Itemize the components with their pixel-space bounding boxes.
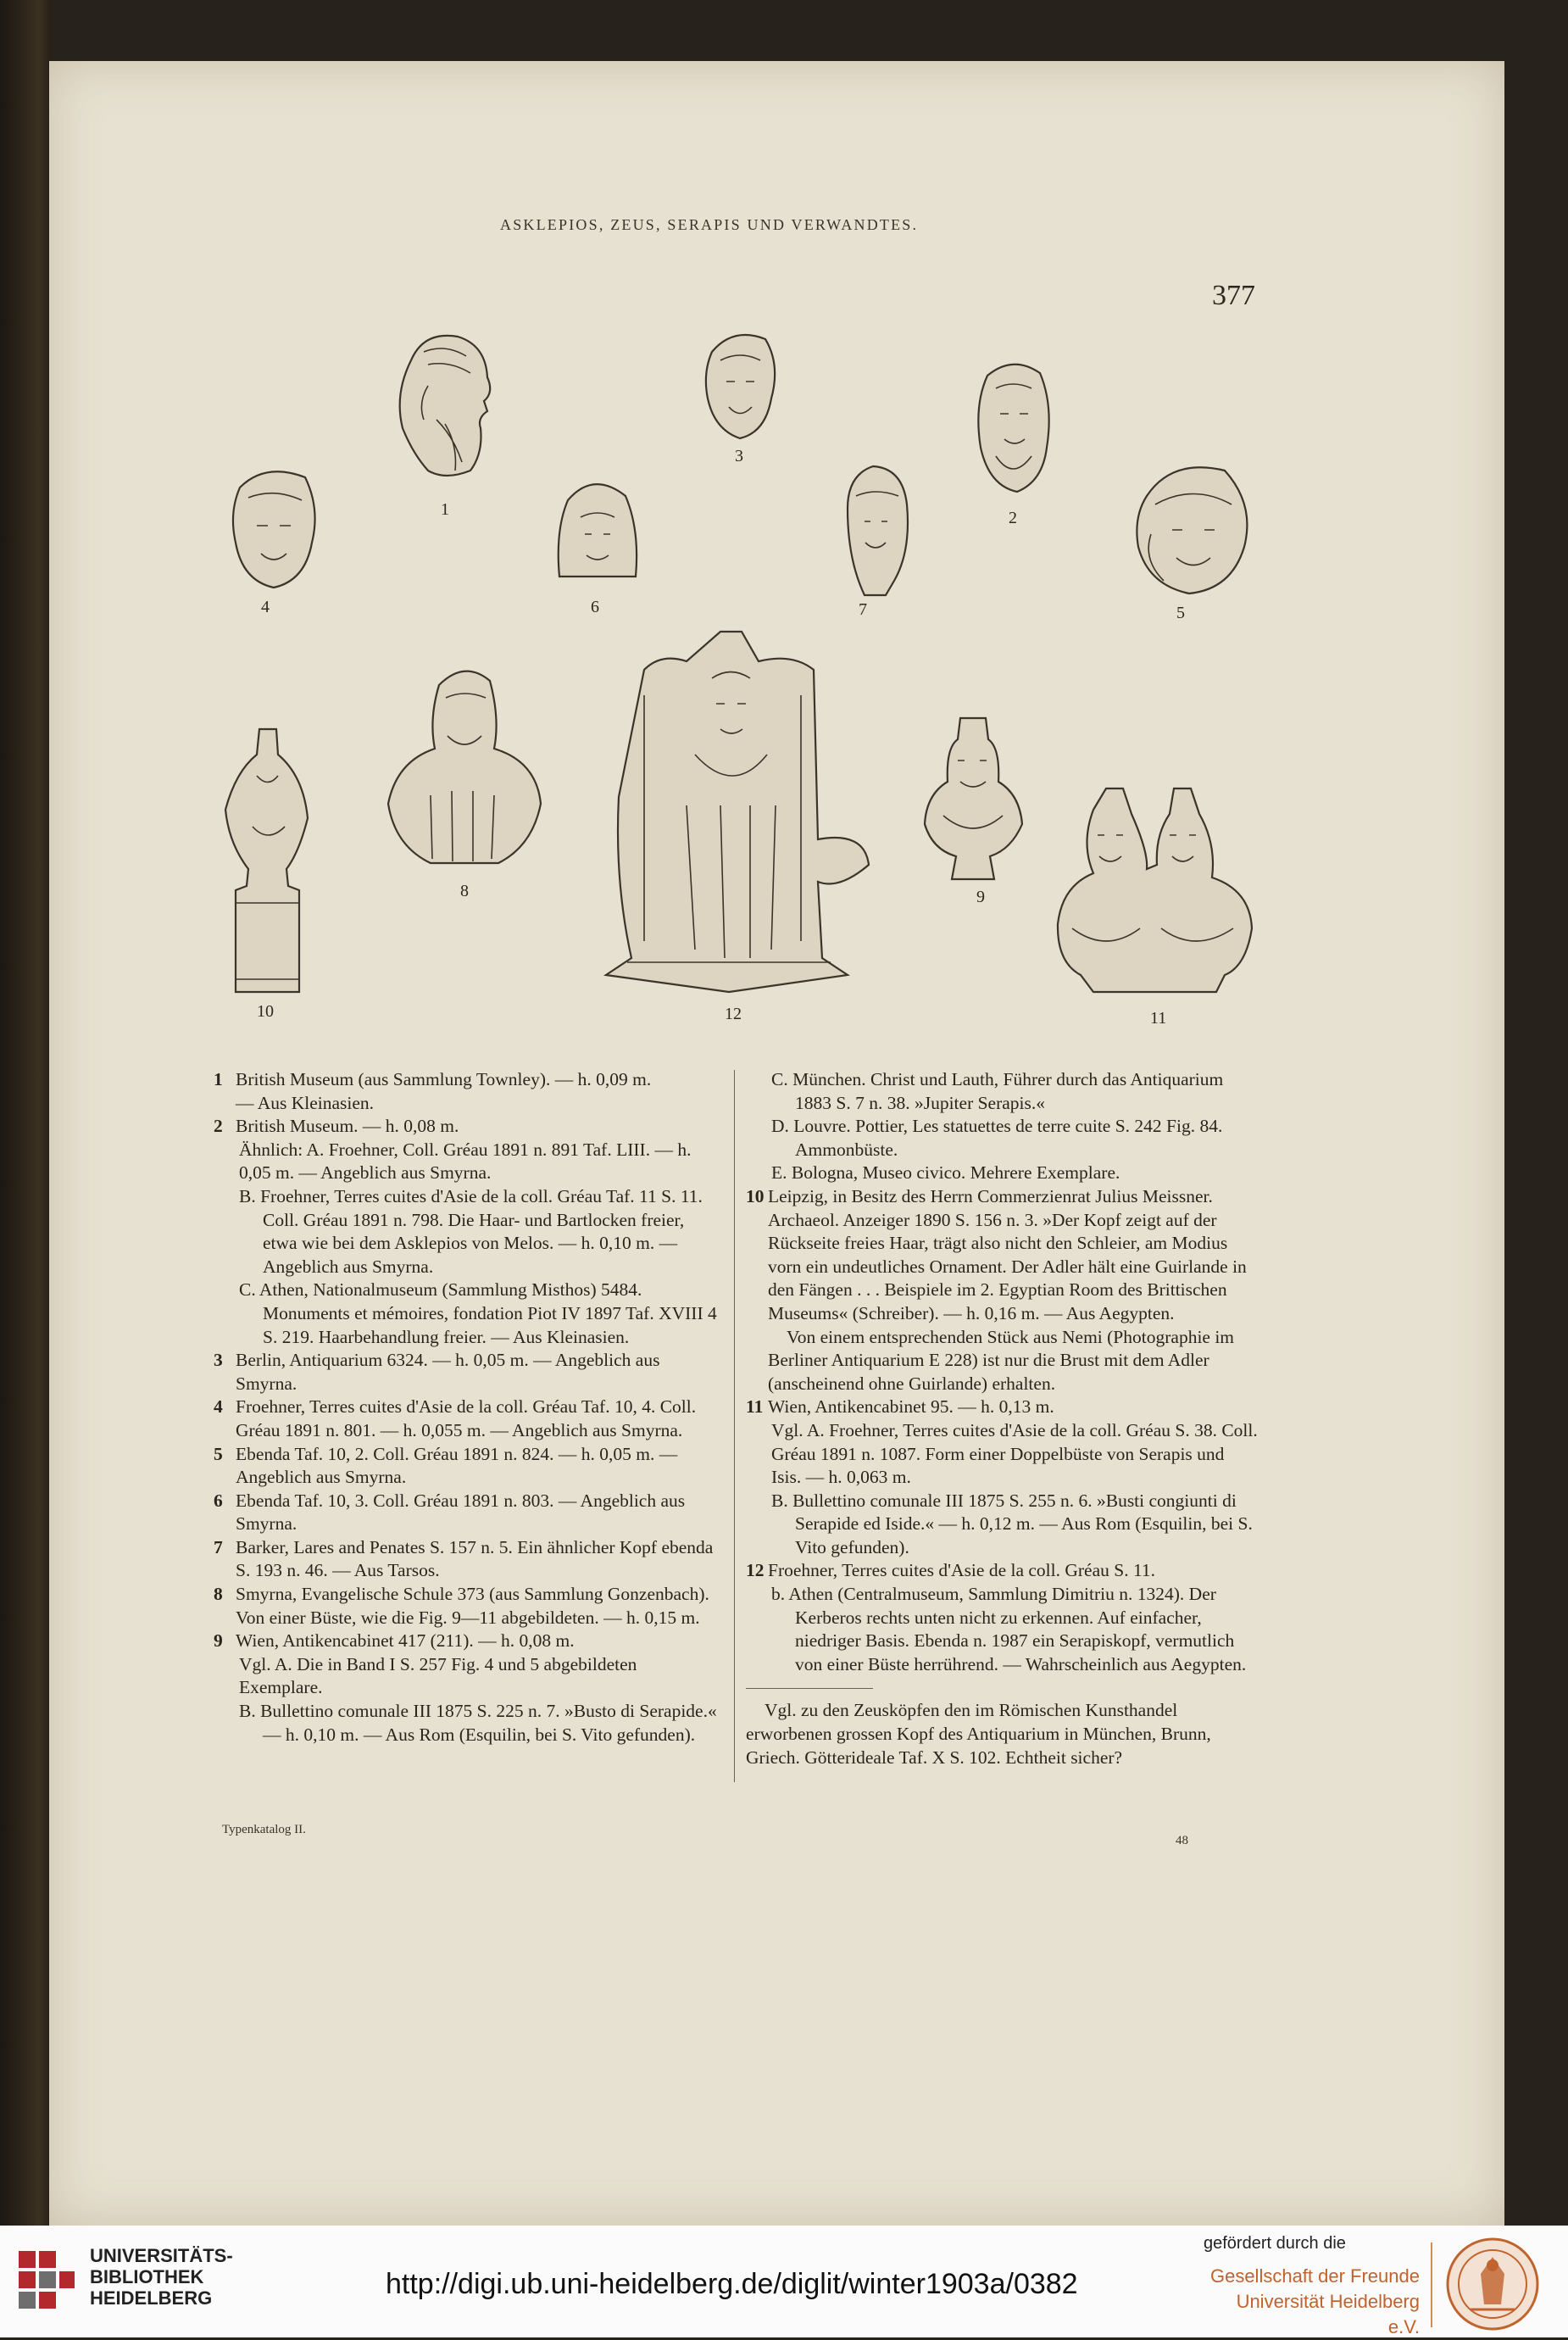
- entry-number: 3: [214, 1350, 223, 1371]
- catalog-entry-1: [214, 1068, 722, 1115]
- entry-text: Leipzig, in Besitz des Herrn Commerzienrat Julius Meissner. Archaeol. Anzeiger 1890 S. 156 n. 3. »Der Kopf zeigt auf der Rückseite freies Haar, trägt also nicht den Schleier, am Modius vorn ein undeutliches Ornament. Der Adler hält eine Guirlande in den Fängen . . . Beispiele im 2. Egyptian Room des Brittischen Museums« (Schreiber). — h. 0,16 m. — Aus Aegypten.: [768, 1185, 1247, 1323]
- figure-label-8: 8: [460, 882, 469, 900]
- entry-text: Ebenda Taf. 10, 3. Coll. Gréau 1891 n. 803. — Angeblich aus Smyrna.: [236, 1490, 686, 1535]
- signature-mark: Typenkatalog II.: [222, 1823, 306, 1836]
- entry-text: Wien, Antikencabinet 417 (211). — h. 0,08 m.: [236, 1630, 575, 1652]
- column-divider: [734, 1070, 735, 1782]
- figure-label-11: 11: [1150, 1009, 1167, 1028]
- entry-9-variant-e: E. Bologna, Museo civico. Mehrere Exemplare.: [771, 1162, 1120, 1184]
- sponsor-name-line: Gesellschaft der Freunde: [1209, 2265, 1420, 2287]
- entry-number: 1: [214, 1069, 223, 1089]
- figure-label-2: 2: [1009, 509, 1017, 527]
- figure-label-3: 3: [735, 447, 743, 465]
- entry-11-variant-a: Vgl. A. Froehner, Terres cuites d'Asie de la coll. Gréau S. 38. Coll. Gréau 1891 n. 1087. Form einer Doppelbüste von Serapis und Isis. — h. 0,063 m.: [771, 1419, 1258, 1488]
- figure-2-bearded-head: [970, 354, 1055, 494]
- entry-text: — Aus Kleinasien.: [236, 1092, 375, 1113]
- figure-9-bust-with-modius: [922, 714, 1024, 882]
- entry-text: Ebenda Taf. 10, 2. Coll. Gréau 1891 n. 824. — h. 0,05 m. — Angeblich aus Smyrna.: [236, 1443, 678, 1488]
- entry-12-variant-b: b. Athen (Centralmuseum, Sammlung Dimitriu n. 1324). Der Kerberos rechts unten nicht zu erkennen. Auf einfacher, niedriger Basis. Ebenda n. 1987 ein Serapiskopf, vermutlich von einer Büste herrührend. — Wahrscheinlich aus Aegypten.: [771, 1584, 1247, 1674]
- figure-10-statuette-on-pedestal: [219, 725, 316, 994]
- catalog-entry-6: [214, 1490, 722, 1536]
- entry-2-variant-c: C. Athen, Nationalmuseum (Sammlung Misthos) 5484. Monuments et mémoires, fondation Piot IV 1897 Taf. XVIII 4 S. 219. Haarbehandlung freier. — Aus Kleinasien.: [239, 1279, 717, 1347]
- catalog-entry-2: [214, 1115, 722, 1139]
- entry-number: 12: [746, 1560, 765, 1581]
- entry-number: 9: [214, 1630, 223, 1652]
- figure-label-6: 6: [591, 598, 599, 616]
- running-header: ASKLEPIOS, ZEUS, SERAPIS UND VERWANDTES.: [500, 216, 919, 233]
- university-seal-icon: [1445, 2237, 1540, 2332]
- catalog-entry-4: [214, 1396, 722, 1442]
- library-name-line: BIBLIOTHEK: [90, 2266, 204, 2287]
- permalink-url[interactable]: http://digi.ub.uni-heidelberg.de/diglit/winter1903a/0382: [386, 2268, 1078, 2300]
- figure-11-double-bust: [1055, 784, 1254, 996]
- catalog-entry-9: [214, 1630, 722, 1653]
- entry-11-variant-b: B. Bullettino comunale III 1875 S. 255 n. 6. »Busti congiunti di Serapide ed Iside.« — h. 0,12 m. — Aus Rom (Esquilin, bei S. Vito gefunden).: [771, 1490, 1253, 1557]
- book-binding-edge: [0, 0, 49, 2226]
- catalog-entry-5: [214, 1443, 722, 1490]
- catalog-entry-3: [214, 1349, 722, 1396]
- entry-number: 4: [214, 1396, 223, 1418]
- entry-10-continuation: Von einem entsprechenden Stück aus Nemi (Photographie im Berliner Antiquarium E 228) ist nur die Brust mit dem Adler (anscheinend ohne Guirlande) erhalten.: [768, 1326, 1235, 1394]
- figure-8-bust: [380, 660, 549, 872]
- figure-label-7: 7: [859, 600, 867, 619]
- entry-number: 7: [214, 1536, 223, 1557]
- sponsor-divider: [1431, 2242, 1432, 2327]
- entry-text: British Museum (aus Sammlung Townley). — h. 0,09 m.: [236, 1069, 652, 1089]
- entry-2-variant-a: Ähnlich: A. Froehner, Coll. Gréau 1891 n. 891 Taf. LIII. — h. 0,05 m. — Angeblich aus Smyrna.: [239, 1139, 692, 1184]
- entry-number: 11: [746, 1396, 764, 1418]
- figure-1-head-profile: [377, 326, 504, 488]
- footnote-rule: [746, 1688, 873, 1689]
- figure-label-10: 10: [257, 1002, 274, 1021]
- catalog-left-column: [214, 1068, 722, 1747]
- sponsor-intro: gefördert durch die: [1204, 2234, 1346, 2253]
- entry-9-variant-a: Vgl. A. Die in Band I S. 257 Fig. 4 und 5 abgebildeten Exemplare.: [239, 1653, 637, 1698]
- library-name-line: HEIDELBERG: [90, 2287, 213, 2309]
- library-name-line: UNIVERSITÄTS-: [90, 2245, 233, 2266]
- figure-4-head: [227, 462, 322, 589]
- figure-5-serapis-head: [1130, 458, 1257, 595]
- figure-3-small-head: [699, 326, 782, 441]
- figure-12-enthroned-serapis: [593, 627, 873, 994]
- entry-text: Wien, Antikencabinet 95. — h. 0,13 m.: [768, 1396, 1054, 1418]
- entry-number: 5: [214, 1443, 223, 1464]
- entry-number: 10: [746, 1185, 765, 1206]
- entry-text: British Museum. — h. 0,08 m.: [236, 1116, 459, 1137]
- sheet-number: 48: [1176, 1834, 1188, 1847]
- figure-label-1: 1: [441, 500, 449, 519]
- catalog-entry-7: [214, 1536, 722, 1583]
- entry-text: Froehner, Terres cuites d'Asie de la coll. Gréau S. 11.: [768, 1560, 1156, 1581]
- figure-label-12: 12: [725, 1005, 742, 1023]
- catalog-right-column: [746, 1068, 1259, 1769]
- figure-label-4: 4: [261, 598, 270, 616]
- figure-label-9: 9: [976, 888, 985, 906]
- figure-7-head-with-modius: [835, 458, 915, 598]
- entry-9-variant-c: C. München. Christ und Lauth, Führer durch das Antiquarium 1883 S. 7 n. 38. »Jupiter Serapis.«: [771, 1069, 1224, 1113]
- catalog-entry-8: [214, 1583, 722, 1630]
- sponsor-name-line: Universität Heidelberg e.V.: [1236, 2291, 1420, 2337]
- catalog-entry-11: [746, 1396, 1259, 1419]
- footnote: Vgl. zu den Zeusköpfen den im Römischen Kunsthandel erworbenen grossen Kopf des Antiquarium in München, Brunn, Griech. Götterideale Taf. X S. 102. Echtheit sicher?: [746, 1700, 1211, 1768]
- figure-label-5: 5: [1176, 604, 1185, 622]
- page-number: 377: [1212, 280, 1255, 311]
- entry-9-variant-d: D. Louvre. Pottier, Les statuettes de terre cuite S. 242 Fig. 84. Ammonbüste.: [771, 1116, 1223, 1160]
- university-library-logo-icon: [15, 2242, 78, 2324]
- entry-text: Smyrna, Evangelische Schule 373 (aus Sammlung Gonzenbach). Von einer Büste, wie die Fig. 9—11 abgebildeten. — h. 0,15 m.: [236, 1584, 709, 1628]
- entry-text: Froehner, Terres cuites d'Asie de la coll. Gréau Taf. 10, 4. Coll. Gréau 1891 n. 801. — h. 0,055 m. — Angeblich aus Smyrna.: [236, 1396, 697, 1440]
- entry-9-variant-b: B. Bullettino comunale III 1875 S. 225 n. 7. »Busto di Serapide.« — h. 0,10 m. — Aus Rom (Esquilin, bei S. Vito gefunden).: [239, 1701, 717, 1745]
- figure-6-veiled-head: [551, 471, 644, 585]
- entry-text: Berlin, Antiquarium 6324. — h. 0,05 m. — Angeblich aus Smyrna.: [236, 1350, 660, 1394]
- entry-text: Barker, Lares and Penates S. 157 n. 5. Ein ähnlicher Kopf ebenda S. 193 n. 46. — Aus Tarsos.: [236, 1536, 714, 1581]
- catalog-entry-12: [746, 1559, 1259, 1583]
- catalog-entry-10: [746, 1185, 1259, 1326]
- university-library-name: [90, 2245, 233, 2309]
- entry-number: 8: [214, 1584, 223, 1605]
- sponsor-name: [1204, 2264, 1420, 2340]
- entry-number: 2: [214, 1116, 223, 1137]
- entry-2-variant-b: B. Froehner, Terres cuites d'Asie de la coll. Gréau Taf. 11 S. 11. Coll. Gréau 1891 n. 798. Die Haar- und Bartlocken freier, etwa wie bei dem Asklepios von Melos. — h. 0,10 m. — Angeblich aus Smyrna.: [239, 1185, 703, 1277]
- entry-number: 6: [214, 1490, 223, 1511]
